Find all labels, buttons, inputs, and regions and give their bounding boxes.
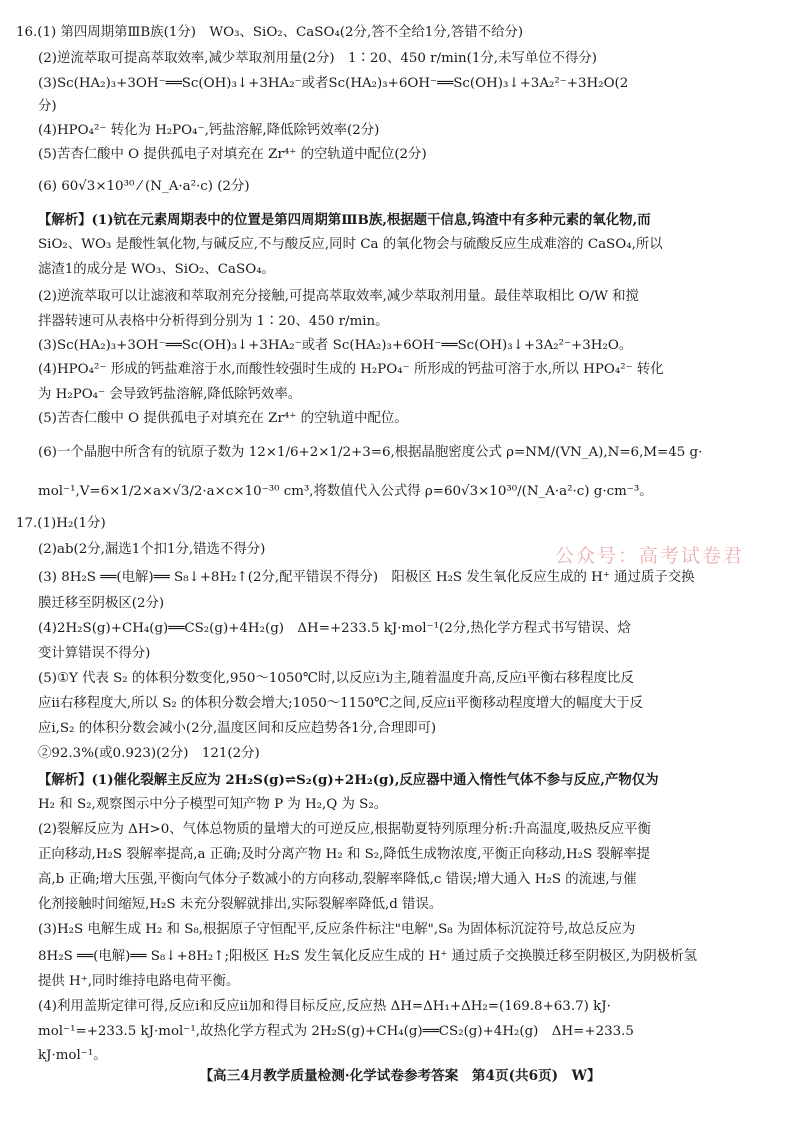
text-line: (3) 8H₂S ══(电解)══ S₈↓+8H₂↑(2分,配平错误不得分) 阳极区 H₂S 发生氧化反应生成的 H⁺ 通过质子交换 [38,570,695,585]
page-footer: 【高三4月教学质量检测·化学试卷参考答案 第4页(共6页) W】 [199,1068,601,1084]
text-line: 应ⅰ,S₂ 的体积分数会减小(2分,温度区间和反应趋势各1分,合理即可) [38,721,437,736]
text-line: 正向移动,H₂S 裂解率提高,a 正确;及时分离产物 H₂ 和 S₂,降低生成物浓度,平衡正向移动,H₂S 裂解率提 [38,847,651,862]
watermark-text: 公众号：高考试卷君 [555,545,745,567]
text-line: kJ·mol⁻¹。 [38,1048,107,1063]
text-line: (4)利用盖斯定律可得,反应ⅰ和反应ⅱ加和得目标反应,反应热 ΔH=ΔH₁+ΔH₂=(169.8+63.7) kJ· [38,999,611,1014]
text-line: (6)一个晶胞中所含有的钪原子数为 12×1/6+2×1/2+3=6,根据晶胞密度公式 ρ=NM/(VN_A),N=6,M=45 g· [38,445,703,460]
text-line: (2)ab(2分,漏选1个扣1分,错选不得分) [38,542,266,557]
text-line: (5)①Y 代表 S₂ 的体积分数变化,950～1050℃时,以反应ⅰ为主,随着温度升高,反应ⅰ平衡右移程度比反 [38,671,634,686]
text-line: mol⁻¹=+233.5 kJ·mol⁻¹,故热化学方程式为 2H₂S(g)+CH₄(g)══CS₂(g)+4H₂(g) ΔH=+233.5 [38,1024,634,1039]
text-line: 分) [38,99,57,114]
text-line: (5)苦杏仁酸中 O 提供孤电子对填充在 Zr⁴⁺ 的空轨道中配位。 [38,411,408,426]
text-line: H₂ 和 S₂,观察图示中分子模型可知产物 P 为 H₂,Q 为 S₂。 [38,797,388,812]
text-line: (4)HPO₄²⁻ 转化为 H₂PO₄⁻,钙盐溶解,降低除钙效率(2分) [38,123,380,138]
text-line: (6) 60√3×10³⁰ ⁄ (N_A·a²·c) (2分) [38,179,250,194]
text-line: 【解析】(1)催化裂解主反应为 2H₂S(g)⇌S₂(g)+2H₂(g),反应器中通入惰性气体不参与反应,产物仅为 [38,772,659,788]
text-line: 【解析】(1)钪在元素周期表中的位置是第四周期第ⅢB族,根据题干信息,钨渣中有多种元素的氧化物,而 [38,212,651,228]
text-line: (4)HPO₄²⁻ 形成的钙盐难溶于水,而酸性较强时生成的 H₂PO₄⁻ 所形成的钙盐可溶于水,所以 HPO₄²⁻ 转化 [38,362,664,377]
text-line: (3)Sc(HA₂)₃+3OH⁻══Sc(OH)₃↓+3HA₂⁻或者 Sc(HA₂)₃+6OH⁻══Sc(OH)₃↓+3A₂²⁻+3H₂O。 [38,338,633,353]
text-line: 为 H₂PO₄⁻ 会导致钙盐溶解,降低除钙效率。 [38,387,302,402]
text-line: 变计算错误不得分) [38,646,151,661]
text-line: 滤渣1的成分是 WO₃、SiO₂、CaSO₄。 [38,262,275,277]
text-line: 提供 H⁺,同时维持电路电荷平衡。 [38,974,240,989]
text-line: 16.(1) 第四周期第ⅢB族(1分) WO₃、SiO₂、CaSO₄(2分,答不全给1分,答错不给分) [16,25,524,40]
text-line: 17.(1)H₂(1分) [16,516,106,531]
text-line: 8H₂S ══(电解)══ S₈↓+8H₂↑;阳极区 H₂S 发生氧化反应生成的 H⁺ 通过质子交换膜迁移至阴极区,为阴极析氢 [38,949,697,964]
text-line: 膜迁移至阴极区(2分) [38,596,165,611]
text-line: mol⁻¹,V=6×1/2×a×√3/2·a×c×10⁻³⁰ cm³,将数值代入公式得 ρ=60√3×10³⁰/(N_A·a²·c) g·cm⁻³。 [38,484,653,499]
text-line: ②92.3%(或0.923)(2分) 121(2分) [38,746,260,761]
text-line: (2)逆流萃取可提高萃取效率,减少萃取剂用量(2分) 1∶20、450 r/min(1分,未写单位不得分) [38,51,598,66]
text-line: 高,b 正确;增大压强,平衡向气体分子数减小的方向移动,裂解率降低,c 错误;增大通入 H₂S 的流速,与催 [38,872,637,887]
text-line: (2)裂解反应为 ΔH>0、气体总物质的量增大的可逆反应,根据勒夏特列原理分析:升高温度,吸热反应平衡 [38,822,651,837]
text-line: (4)2H₂S(g)+CH₄(g)══CS₂(g)+4H₂(g) ΔH=+233.5 kJ·mol⁻¹(2分,热化学方程式书写错误、焓 [38,621,632,636]
text-line: 化剂接触时间缩短,H₂S 未充分裂解就排出,实际裂解率降低,d 错误。 [38,897,443,912]
text-line: (5)苦杏仁酸中 O 提供孤电子对填充在 Zr⁴⁺ 的空轨道中配位(2分) [38,147,427,162]
text-line: 应ⅱ右移程度大,所以 S₂ 的体积分数会增大;1050～1150℃之间,反应ⅱ平衡移动程度增大的幅度大于反 [38,696,644,711]
text-line: (3)Sc(HA₂)₃+3OH⁻══Sc(OH)₃↓+3HA₂⁻或者Sc(HA₂)₃+6OH⁻══Sc(OH)₃↓+3A₂²⁻+3H₂O(2 [38,76,629,91]
text-line: (3)H₂S 电解生成 H₂ 和 S₈,根据原子守恒配平,反应条件标注"电解",S₈ 为固体标沉淀符号,故总反应为 [38,922,636,937]
text-line: SiO₂、WO₃ 是酸性氧化物,与碱反应,不与酸反应,同时 Ca 的氧化物会与硫酸反应生成难溶的 CaSO₄,所以 [38,237,663,252]
text-line: 拌器转速可从表格中分析得到分别为 1∶20、450 r/min。 [38,314,389,329]
text-line: (2)逆流萃取可以让滤液和萃取剂充分接触,可提高萃取效率,减少萃取剂用量。最佳萃取相比 O/W 和搅 [38,289,639,304]
